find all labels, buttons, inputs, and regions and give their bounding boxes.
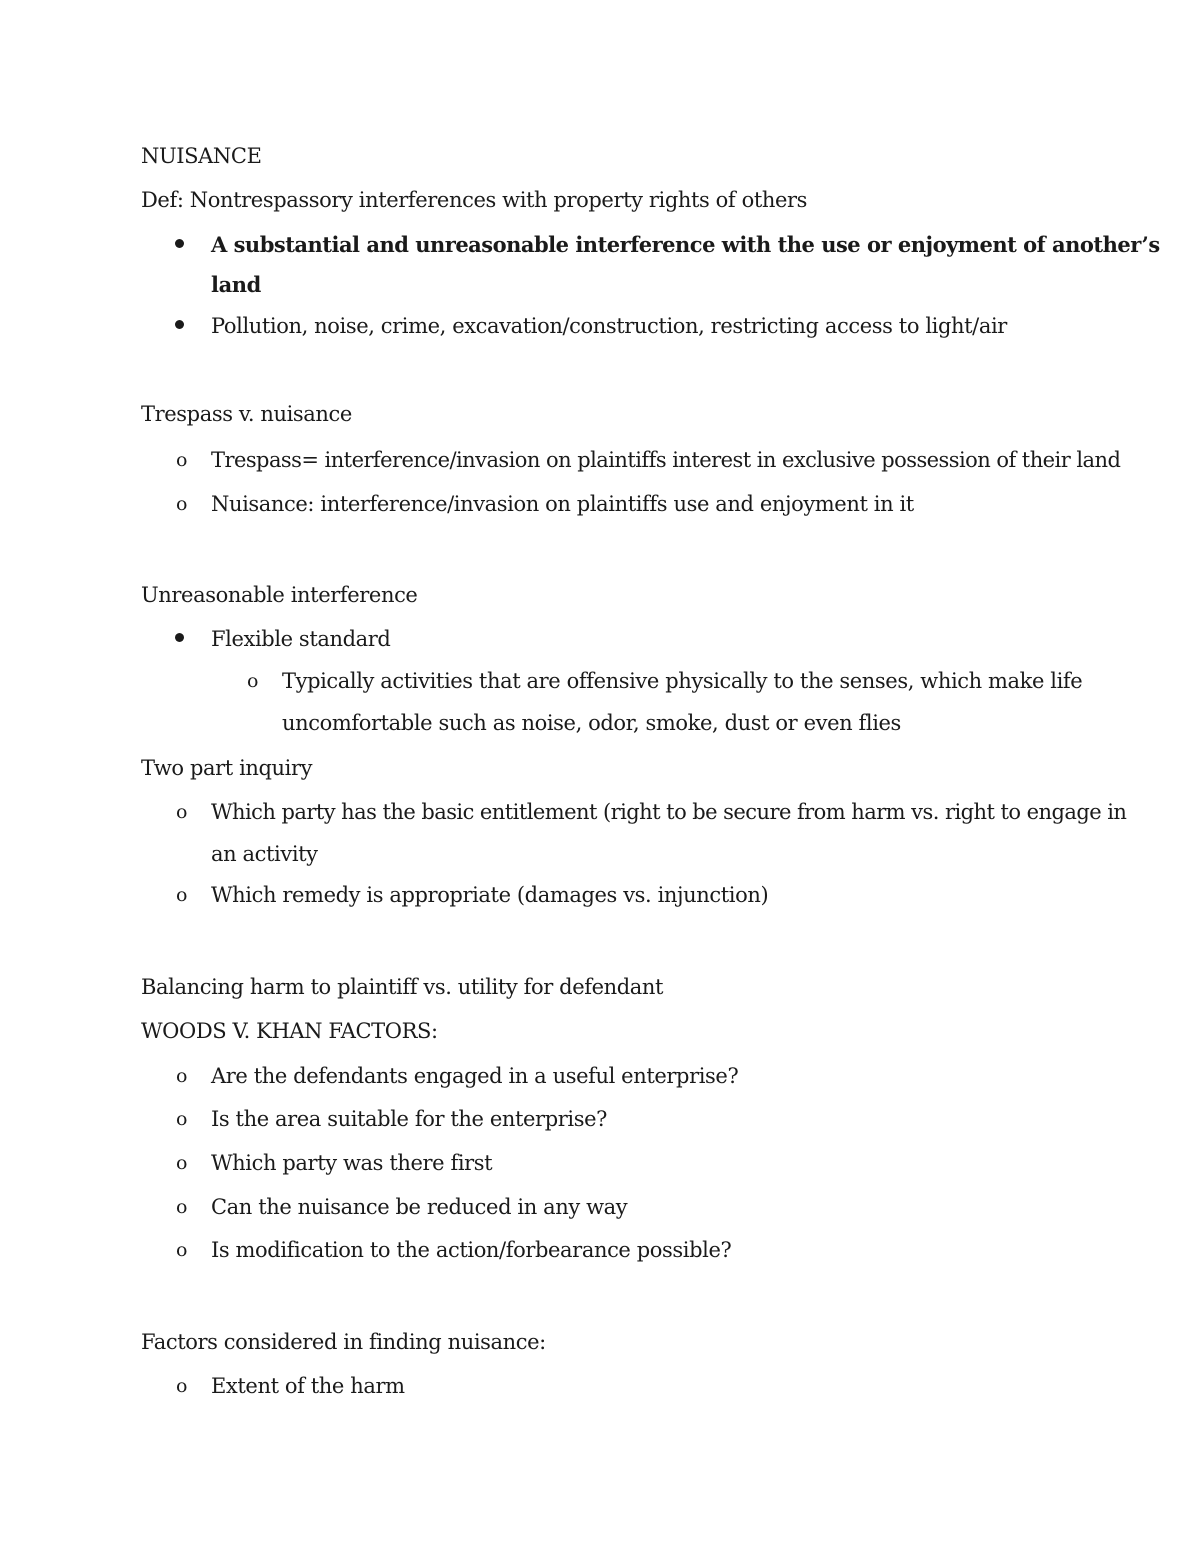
hollow-bullet-icon: o (176, 884, 188, 906)
list-item-entitlement: Which party has the basic entitlement (right to be secure from harm vs. right to engage in (211, 800, 1127, 824)
hollow-bullet-icon: o (176, 801, 188, 823)
hollow-bullet-icon: o (176, 1065, 188, 1087)
list-item-woods-2: Is the area suitable for the enterprise? (211, 1107, 607, 1131)
hollow-bullet-icon: o (247, 670, 259, 692)
list-item-woods-1: Are the defendants engaged in a useful enterprise? (211, 1064, 739, 1088)
list-item-woods-3: Which party was there first (211, 1151, 493, 1175)
hollow-bullet-icon: o (176, 1239, 188, 1261)
bullet-text-substantial-cont: land (211, 272, 261, 297)
definition-text: Def: Nontrespassory interferences with property rights of others (141, 188, 808, 212)
list-item-woods-5: Is modification to the action/forbearance possible? (211, 1238, 732, 1262)
list-item-remedy: Which remedy is appropriate (damages vs. injunction) (211, 883, 769, 907)
list-item-woods-4: Can the nuisance be reduced in any way (211, 1195, 628, 1219)
bullet-dot-icon (175, 239, 184, 248)
list-item-trespass: Trespass= interference/invasion on plaintiffs interest in exclusive possession of their land (211, 448, 1121, 472)
hollow-bullet-icon: o (176, 449, 188, 471)
heading-two-part: Two part inquiry (141, 756, 313, 780)
list-item-nuisance: Nuisance: interference/invasion on plaintiffs use and enjoyment in it (211, 492, 914, 516)
bullet-text-substantial: A substantial and unreasonable interference with the use or enjoyment of another’s (211, 232, 1160, 257)
bullet-text-pollution: Pollution, noise, crime, excavation/construction, restricting access to light/air (211, 314, 1007, 338)
sub-item-typically-cont: uncomfortable such as noise, odor, smoke, dust or even flies (282, 711, 901, 735)
hollow-bullet-icon: o (176, 493, 188, 515)
heading-nuisance: NUISANCE (141, 144, 262, 168)
heading-trespass: Trespass v. nuisance (141, 402, 352, 426)
bullet-dot-icon (175, 320, 184, 329)
hollow-bullet-icon: o (176, 1375, 188, 1397)
heading-balancing: Balancing harm to plaintiff vs. utility for defendant (141, 975, 664, 999)
list-item-factors-1: Extent of the harm (211, 1374, 405, 1398)
heading-factors: Factors considered in finding nuisance: (141, 1330, 546, 1354)
hollow-bullet-icon: o (176, 1108, 188, 1130)
bullet-dot-icon (175, 633, 184, 642)
heading-woods-khan: WOODS V. KHAN FACTORS: (141, 1019, 438, 1043)
hollow-bullet-icon: o (176, 1196, 188, 1218)
hollow-bullet-icon: o (176, 1152, 188, 1174)
heading-unreasonable: Unreasonable interference (141, 583, 418, 607)
sub-item-typically: Typically activities that are offensive physically to the senses, which make life (282, 669, 1083, 693)
list-item-entitlement-cont: an activity (211, 842, 318, 866)
bullet-text-flexible: Flexible standard (211, 627, 391, 651)
